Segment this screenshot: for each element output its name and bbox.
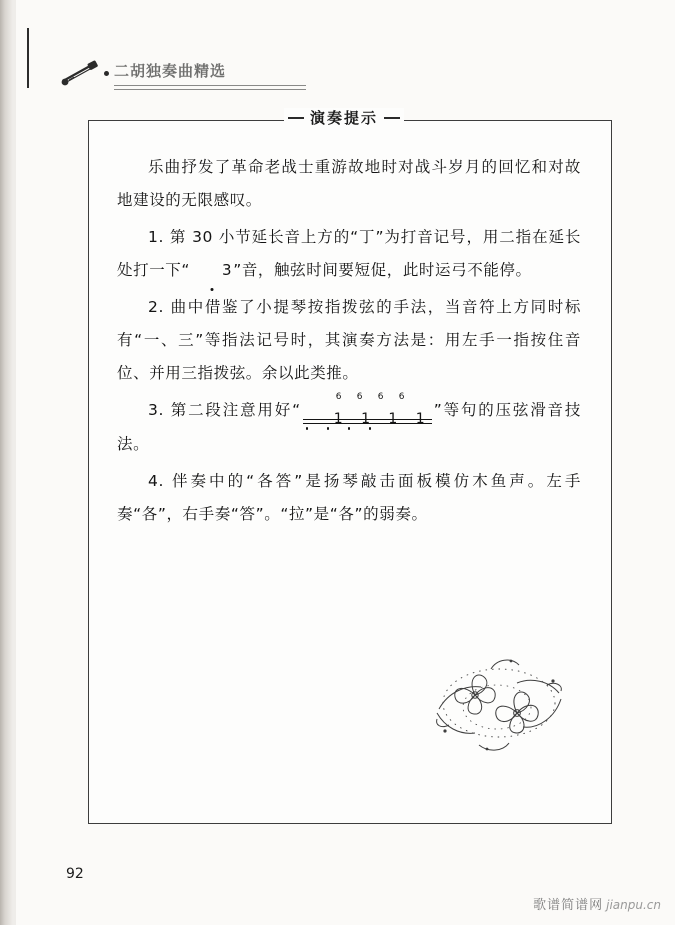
note-glyph-3-digit: 3 xyxy=(222,261,233,279)
item-2-text: 曲中借鉴了小提琴按指拨弦的手法，当音符上方同时标有“一、三”等指法记号时，其演奏方法是：用左手一指按住音位、并用三指拨弦。余以此类推。 xyxy=(117,298,581,382)
notation-beam-2 xyxy=(303,423,432,424)
floral-flourish-icon xyxy=(419,651,579,761)
section-heading-text: 演奏提示 xyxy=(310,109,379,127)
running-head-rule xyxy=(114,85,306,90)
item-1-number: 1. xyxy=(148,228,164,246)
erhu-icon xyxy=(60,60,100,86)
notation-underdot-4 xyxy=(369,427,372,430)
paragraph-intro xyxy=(117,151,581,217)
watermark-cn: 歌谱简谱网 xyxy=(533,898,604,913)
paragraph-item-1 xyxy=(117,221,581,287)
scan-edge-shadow-inner xyxy=(13,0,16,925)
notation-underdot-3 xyxy=(348,427,351,430)
scan-edge-shadow xyxy=(0,0,14,925)
heading-dash-left xyxy=(288,117,304,119)
notation-sup-4: 6 xyxy=(398,392,405,402)
running-head xyxy=(60,58,360,98)
content-frame xyxy=(88,120,612,824)
notation-beamgroup xyxy=(303,392,432,428)
note-glyph-3 xyxy=(190,254,233,287)
paragraph-item-3 xyxy=(117,394,581,461)
notation-beam-1 xyxy=(303,419,432,420)
notation-sup-1: 6 xyxy=(335,392,342,402)
item-4-text: 伴奏中的“各答”是扬琴敲击面板模仿木鱼声。左手奏“各”，右手奏“答”。“拉”是“各”的弱奏。 xyxy=(117,472,581,523)
item-1-text-b: ”音，触弦时间要短促，此时运弓不能停。 xyxy=(233,261,532,279)
item-1-text-a: 第 30 小节延长音上方的“丁”为打音记号，用二指在延长处打一下“ xyxy=(117,228,581,279)
item-4-number: 4. xyxy=(148,472,164,490)
notation-underdot-2 xyxy=(327,427,330,430)
paragraph-item-2 xyxy=(117,291,581,390)
item-3-text-b: ”等句的压弦滑音技法。 xyxy=(117,401,581,453)
notation-sup-2: 6 xyxy=(356,392,363,402)
notation-sup-3: 6 xyxy=(377,392,384,402)
bullet-dot-icon xyxy=(104,71,109,76)
running-head-title: 二胡独奏曲精选 xyxy=(114,62,227,80)
page-number: 92 xyxy=(66,866,84,882)
notation-digits: 1 1 1 1 xyxy=(333,411,432,427)
section-heading xyxy=(284,108,404,128)
paragraph-item-4 xyxy=(117,465,581,531)
heading-dash-right xyxy=(384,117,400,119)
scan-artifact-bar xyxy=(27,28,29,88)
item-2-number: 2. xyxy=(148,298,164,316)
item-3-number: 3. xyxy=(148,401,164,419)
note-underdot xyxy=(210,288,213,291)
performance-notes-body xyxy=(117,151,581,535)
item-3-text-a: 第二段注意用好“ xyxy=(170,401,301,419)
notation-underdot-1 xyxy=(306,427,309,430)
paragraph-intro-text: 乐曲抒发了革命老战士重游故地时对战斗岁月的回忆和对故地建设的无限感叹。 xyxy=(117,158,581,209)
watermark xyxy=(533,894,661,913)
watermark-en: jianpu.cn xyxy=(606,898,661,912)
